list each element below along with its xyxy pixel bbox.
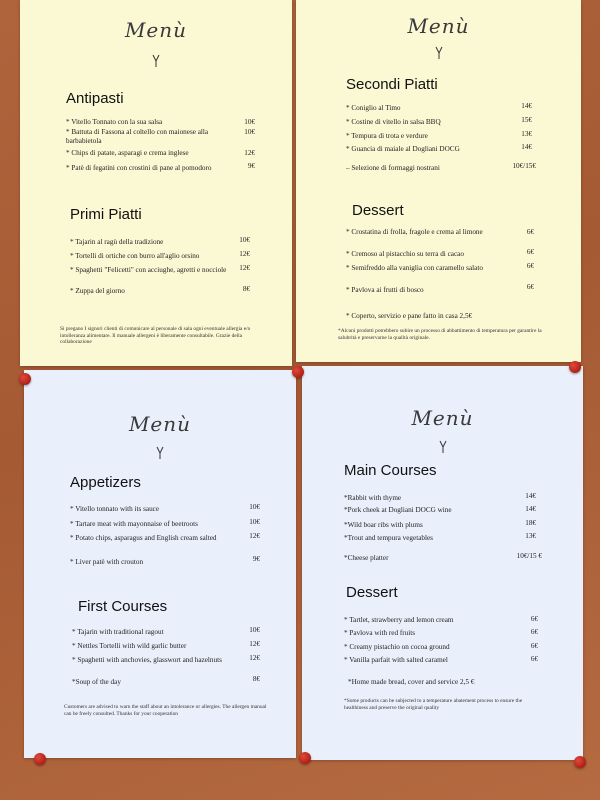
menu-item-price: 10€ <box>244 128 255 136</box>
menu-item-price: 6€ <box>530 655 538 663</box>
menu-item-price: 8€ <box>252 675 260 683</box>
menu-item-price: 14€ <box>525 505 536 513</box>
menu-item: * Tajarin al ragù della tradizione <box>70 238 164 246</box>
fork-icon <box>438 440 448 454</box>
menu-item-price: 9€ <box>252 555 260 563</box>
menu-item-price: 10€ <box>249 518 260 526</box>
menu-item-price: 8€ <box>242 285 250 293</box>
menu-item: * Vanilla parfait with salted caramel <box>344 656 448 664</box>
menu-item: *Wild boar ribs with plums <box>344 521 423 529</box>
menu-title: Menù <box>124 18 188 42</box>
abatement-note: *Alcuni prodotti potrebbero subire un processo di abbattimento di temperatura per garantire la salubrità e preservarne la qualità originale. <box>338 328 542 341</box>
menu-item: * Tartare meat with mayonnaise of beetroots <box>70 520 198 528</box>
menu-sheet-italian-secondi-dessert <box>296 0 581 362</box>
menu-item: * Crostatina di frolla, fragole e crema al limone <box>346 228 483 236</box>
menu-item-price: 6€ <box>526 262 534 270</box>
menu-item-price: 13€ <box>525 532 536 540</box>
menu-item-price: 6€ <box>526 248 534 256</box>
menu-item: * Tartlet, strawberry and lemon cream <box>344 616 454 624</box>
heading-dessert: Dessert <box>346 584 398 601</box>
menu-item: * Spaghetti "Felicetti" con acciughe, agretti e nocciole <box>70 266 227 274</box>
heading-secondi-piatti: Secondi Piatti <box>346 76 438 93</box>
menu-sheet-italian-antipasti-primi <box>20 0 292 366</box>
menu-title: Menù <box>407 14 470 38</box>
menu-sheet-english-appetizers-first <box>24 370 296 758</box>
menu-title: Menù <box>411 406 474 430</box>
heading-first-courses: First Courses <box>78 598 168 615</box>
fork-icon <box>151 54 161 68</box>
menu-item: – Selezione di formaggi nostrani <box>346 164 440 172</box>
menu-item: * Zuppa del giorno <box>70 287 125 295</box>
abatement-note: *Some products can be subjected to a temperature abatement process to ensure the healthiness and preserve the original quality <box>344 698 523 711</box>
menu-item: * Guancia di maiale al Dogliani DOCG <box>346 145 460 153</box>
cover-charge: * Coperto, servizio e pane fatto in casa 2,5€ <box>346 312 473 320</box>
menu-item: * Liver patè with crouton <box>70 558 144 566</box>
menu-item: *Trout and tempura vegetables <box>344 534 433 542</box>
menu-item: * Spaghetti with anchovies, glasswort and hazelnuts <box>72 656 222 664</box>
menu-sheet-english-main-dessert <box>302 366 583 760</box>
menu-item: * Tempura di trota e verdure <box>346 132 428 140</box>
menu-item-price: 10€/15 € <box>516 552 542 560</box>
push-pin <box>292 366 304 378</box>
push-pin <box>19 373 31 385</box>
menu-item-price: 18€ <box>525 519 536 527</box>
menu-item-price: 12€ <box>249 532 260 540</box>
cover-charge: *Home made bread, cover and service 2,5 € <box>348 678 475 686</box>
menu-item-price: 6€ <box>530 615 538 623</box>
push-pin <box>299 752 311 764</box>
menu-item: * Costine di vitello in salsa BBQ <box>346 118 441 126</box>
menu-item-price: 6€ <box>526 228 534 236</box>
menu-item-price: 12€ <box>239 264 250 272</box>
menu-item: *Rabbit with thyme <box>344 494 402 502</box>
fork-icon <box>434 46 444 60</box>
menu-item-price: 10€/15€ <box>512 162 536 170</box>
menu-item: * Semifreddo alla vaniglia con caramello salato <box>346 264 483 272</box>
heading-appetizers: Appetizers <box>70 474 141 491</box>
menu-item-price: 12€ <box>249 640 260 648</box>
menu-item: * Cremoso al pistacchio su terra di cacao <box>346 250 464 258</box>
menu-item-price: 14€ <box>525 492 536 500</box>
menu-item: * Coniglio al Timo <box>346 104 401 112</box>
menu-item: *Pork cheek at Dogliani DOCG wine <box>344 506 452 514</box>
push-pin <box>574 756 586 768</box>
menu-item: * Pavlova ai frutti di bosco <box>346 286 424 294</box>
menu-item: * Patè di fegatini con crostini di pane al pomodoro <box>66 164 212 172</box>
heading-main-courses: Main Courses <box>344 462 437 479</box>
menu-item-price: 14€ <box>521 102 532 110</box>
menu-item-price: 6€ <box>530 628 538 636</box>
menu-item-price: 10€ <box>239 236 250 244</box>
menu-item: * Creamy pistachio on cocoa ground <box>344 643 450 651</box>
menu-item: * Tortelli di ortiche con burro all'aglio orsino <box>70 252 200 260</box>
menu-item-price: 12€ <box>244 149 255 157</box>
menu-item-price: 13€ <box>521 130 532 138</box>
menu-item-price: 6€ <box>530 642 538 650</box>
menu-item: * Nettles Tortelli with wild garlic butter <box>72 642 187 650</box>
push-pin <box>34 753 46 765</box>
menu-item-price: 12€ <box>249 654 260 662</box>
allergy-note: Customers are advised to warn the staff about an intolerance or allergies. The allergen manual can be freely consulted. Thanks for your cooperation <box>64 704 267 717</box>
menu-item-price: 15€ <box>521 116 532 124</box>
menu-item: * Chips di patate, asparagi e crema inglese <box>66 149 189 157</box>
menu-item-price: 10€ <box>249 503 260 511</box>
allergy-note: Si pregano I signori clienti di comunicare al personale di sala ogni eventuale allergia e/o intolleranza alimentare. Il manuale allergeni è liberamente consultabile. Grazie della collaborazione <box>60 326 251 346</box>
menu-item: * Vitello Tonnato con la sua salsa <box>66 118 163 126</box>
menu-item-price: 10€ <box>249 626 260 634</box>
menu-item-price: 9€ <box>247 162 255 170</box>
menu-item-price: 10€ <box>244 118 255 126</box>
menu-item: *Cheese platter <box>344 554 389 562</box>
menu-item-price: 6€ <box>526 283 534 291</box>
fork-icon <box>155 446 165 460</box>
menu-item: * Vitello tonnato with its sauce <box>70 505 160 513</box>
heading-primi-piatti: Primi Piatti <box>70 206 142 223</box>
menu-item: * Tajarin with traditional ragout <box>72 628 164 636</box>
push-pin <box>569 361 581 373</box>
menu-item-price: 12€ <box>239 250 250 258</box>
heading-dessert: Dessert <box>352 202 404 219</box>
menu-item: * Pavlova with red fruits <box>344 629 416 637</box>
menu-item: *Soup of the day <box>72 678 121 686</box>
menu-item: * Battuta di Fassona al coltello con maionese alla barbabietola <box>66 128 209 145</box>
menu-item-price: 14€ <box>521 143 532 151</box>
heading-antipasti: Antipasti <box>66 90 124 107</box>
menu-item: * Potato chips, asparagus and English cream salted <box>70 534 217 542</box>
menu-title: Menù <box>128 412 192 436</box>
